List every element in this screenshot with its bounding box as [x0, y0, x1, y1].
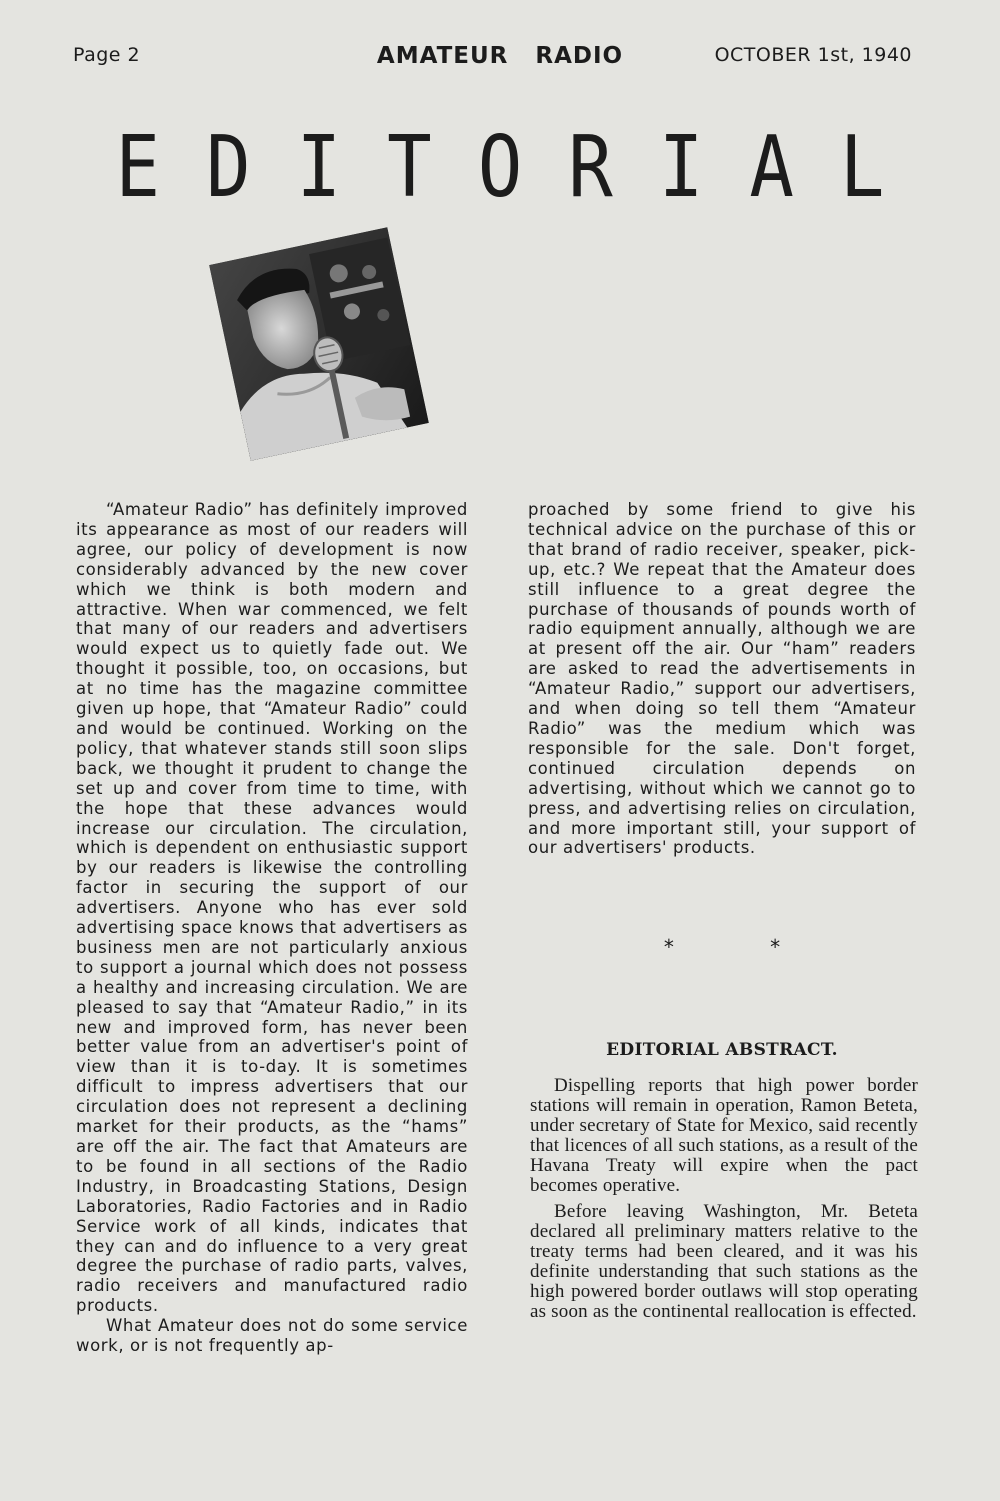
issue-date: OCTOBER 1st, 1940	[714, 44, 912, 66]
left-column	[76, 500, 468, 1356]
editorial-paragraph: “Amateur Radio” has definitely improved its appearance as most of our readers will agree, our policy of development is now considerably advanced by the new cover which we think is both modern and attractive. When war commenced, we felt that many of our readers and advertisers would expect us to quietly fade out. We thought it possible, too, on occasions, but at no time has the magazine committee given up hope, that “Amateur Radio” could and would be continued. Working on the policy, that whatever stands still soon slips back, we thought it prudent to change the set up and cover from time to time, with the hope that these advances would increase our circulation. The circulation, which is dependent on enthusiastic support by our readers is likewise the controlling factor in securing the support of our advertisers. Anyone who has ever sold advertising space knows that advertisers as business men are not particularly anxious to support a journal which does not possess a healthy and increasing circulation. We are pleased to say that “Amateur Radio,” in its new and improved form, has never been better value from an advertiser's point of view than it is to-day. It is sometimes difficult to impress advertisers that our circulation does not represent a declining market for their products, as the “hams” are off the air. The fact that Amateurs are to be found in all sections of the Radio Industry, in Broadcasting Stations, Design Laboratories, Radio Factories and in Radio Service work of all kinds, indicates that they can and do influence to a very great degree the purchase of radio parts, valves, radio receivers and manufactured radio products.	[76, 500, 468, 1316]
abstract-paragraph: Dispelling reports that high power border stations will remain in operation, Ramon Beteta, under secretary of State for Mexico, said recently that licences of all such stations, as a result of the Havana Treaty will expire when the pact becomes operative.	[530, 1075, 918, 1196]
abstract-paragraph: Before leaving Washington, Mr. Beteta declared all preliminary matters relative to the treaty terms had been cleared, and it was his definite understanding that such stations as the high powered border outlaws will stop operating as soon as the continental reallocation is effected.	[530, 1201, 918, 1322]
photo-man-at-microphone-icon	[209, 227, 429, 460]
section-separator: * *	[663, 935, 781, 959]
page-number: Page 2	[73, 44, 141, 66]
publication-name: AMATEUR RADIO	[376, 43, 624, 69]
abstract-heading: EDITORIAL ABSTRACT.	[606, 1040, 838, 1060]
editorial-paragraph: What Amateur does not do some service work, or is not frequently ap-	[76, 1316, 468, 1356]
page-title: EDITORIAL	[115, 118, 931, 217]
right-column	[528, 500, 916, 858]
editorial-abstract	[530, 1076, 918, 1328]
editorial-paragraph: proached by some friend to give his technical advice on the purchase of this or that brand of radio receiver, speaker, pick-up, etc.? We repeat that the Amateur does still influence to a great degree the purchase of thousands of pounds worth of radio equipment annually, although we are at present off the air. Our “ham” readers are asked to read the advertisements in “Amateur Radio,” support our advertisers, and when doing so tell them “Amateur Radio” was the medium which was responsible for the sale. Don't forget, continued circulation depends on advertising, without which we cannot go to press, and advertising relies on circulation, and more important still, your support of our advertisers' products.	[528, 500, 916, 858]
